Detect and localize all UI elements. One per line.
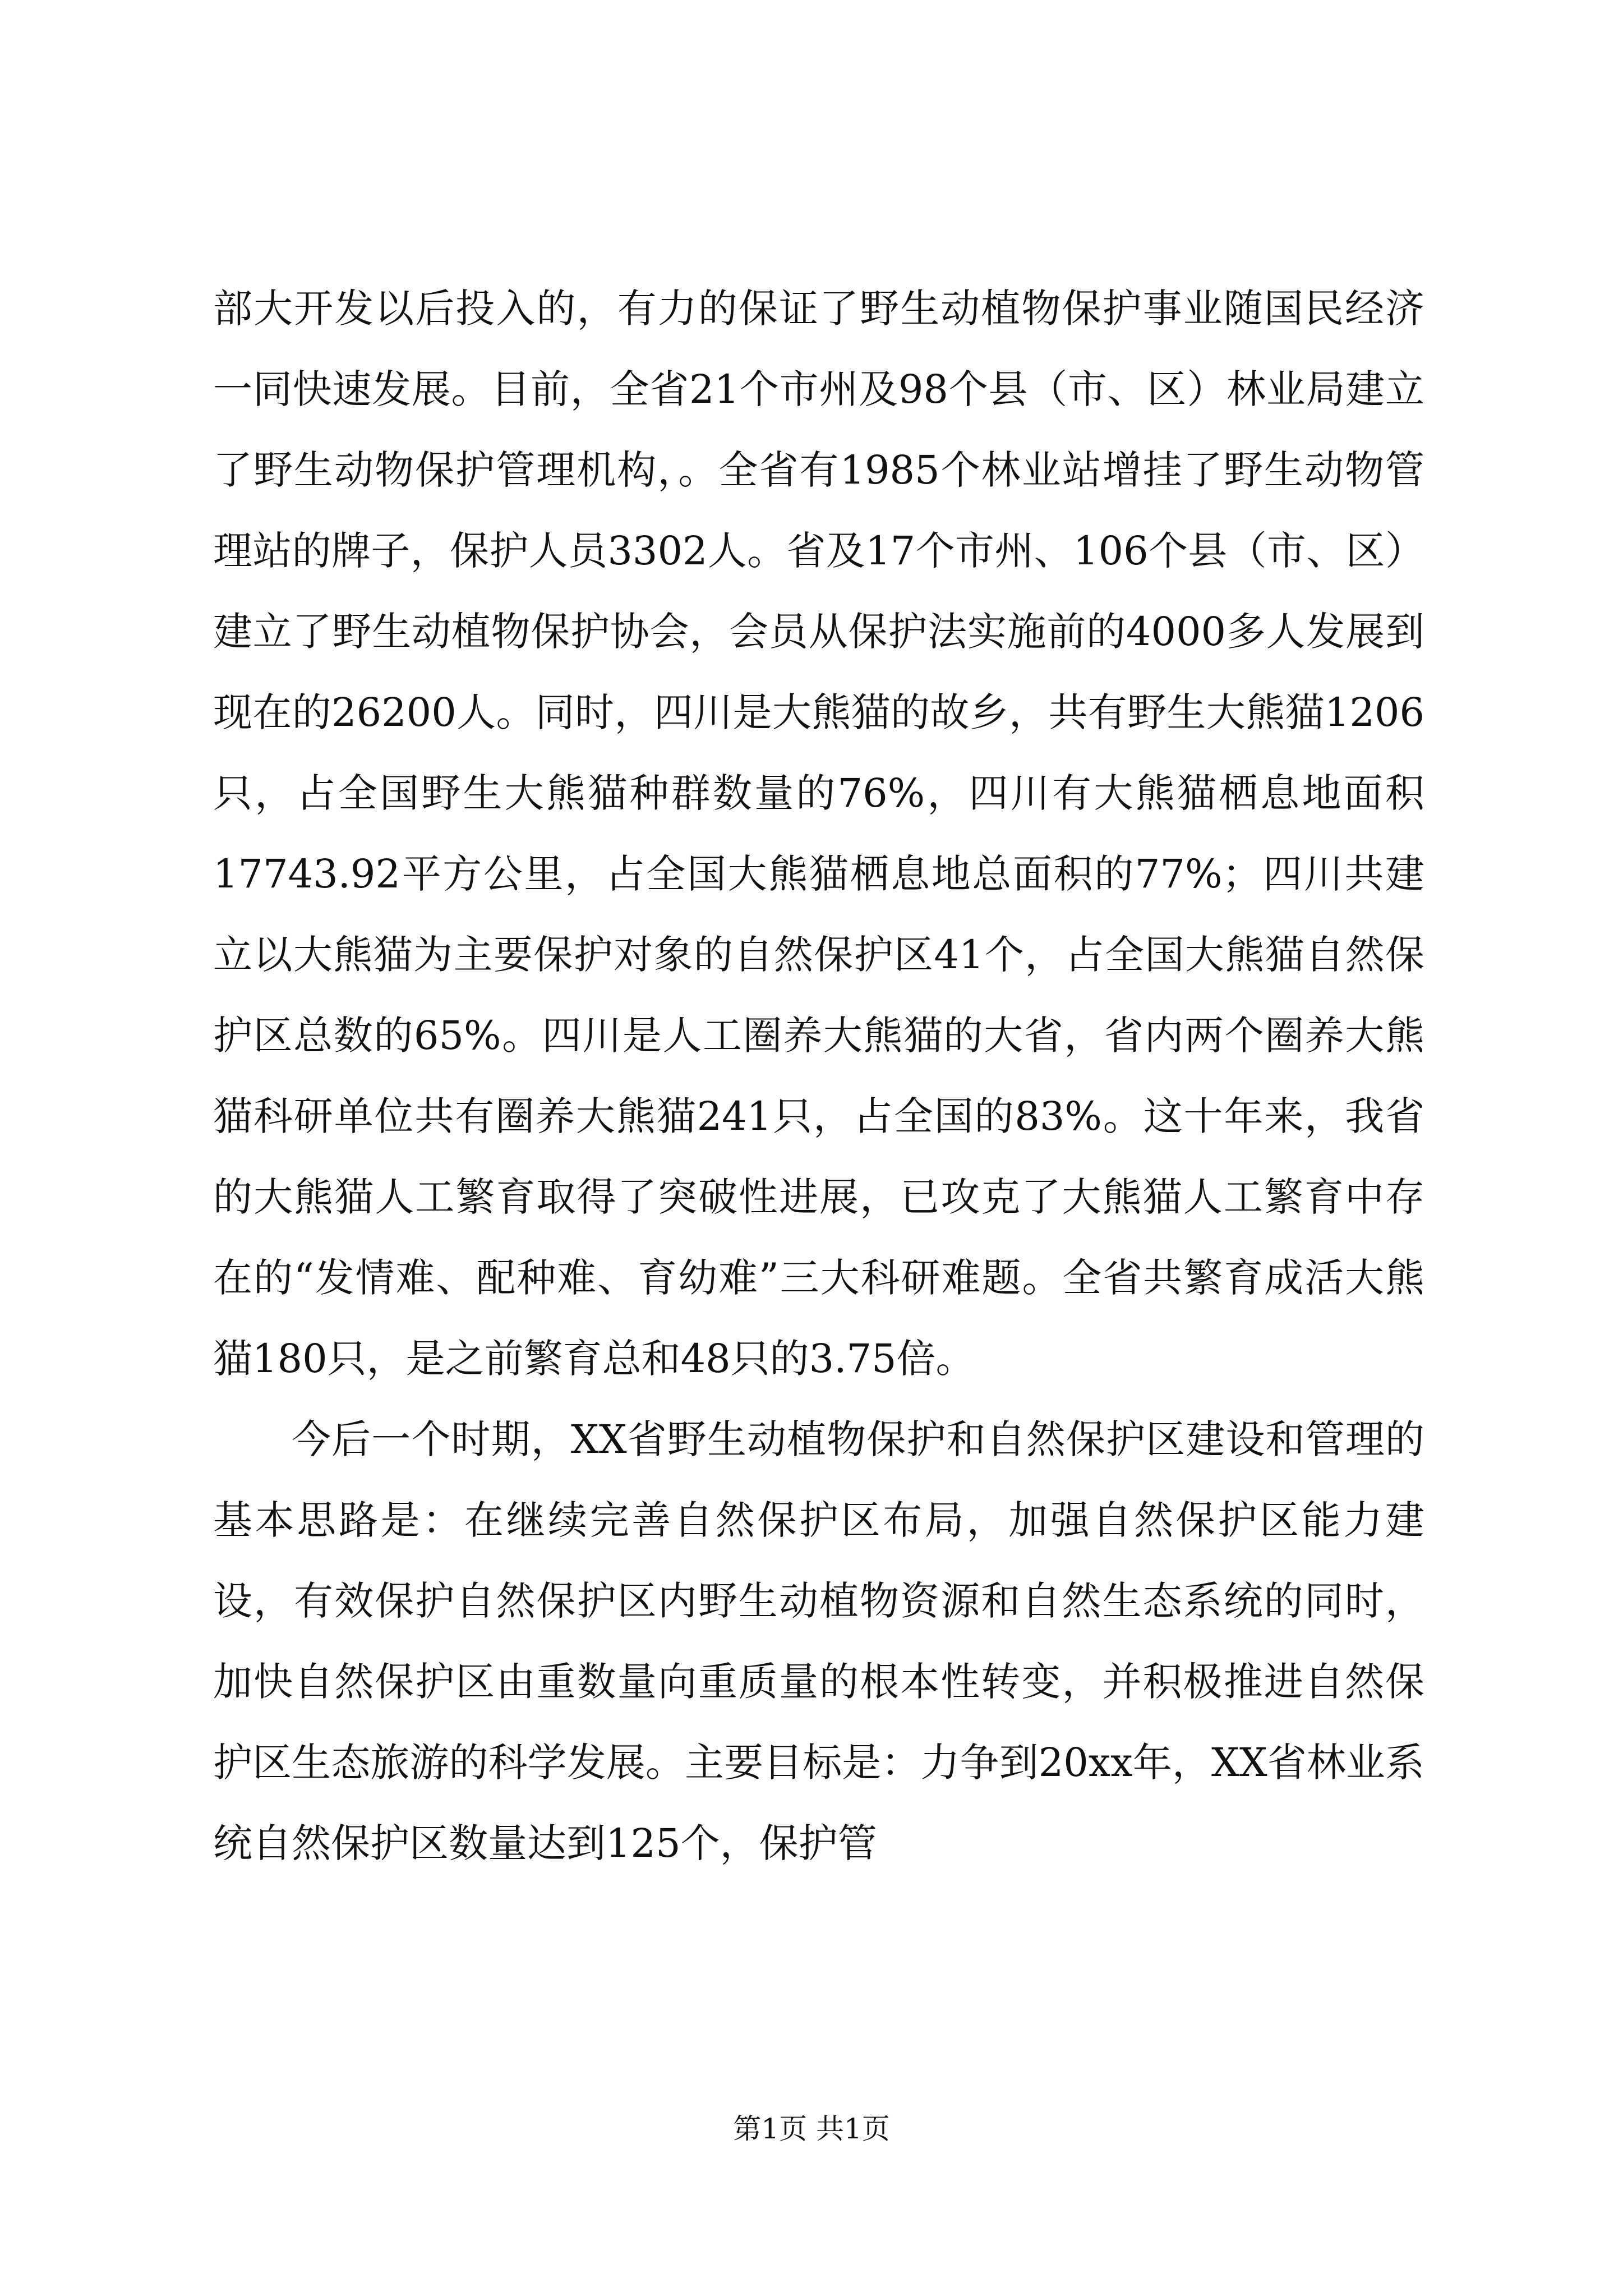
paragraph-1: 部大开发以后投入的，有力的保证了野生动植物保护事业随国民经济一同快速发展。目前，全省21个市州及98个县（市、区）林业局建立了野生动物保护管理机构，。全省有1985个林业站增挂了野生动物管理站的牌子，保护人员3302人。省及17个市州、106个县（市、区）建立了野生动植物保护协会，会员从保护法实施前的4000多人发展到现在的26200人。同时，四川是大熊猫的故乡，共有野生大熊猫1206只，占全国野生大熊猫种群数量的76%，四川有大熊猫栖息地面积17743.92平方公里，占全国大熊猫栖息地总面积的77%；四川共建立以大熊猫为主要保护对象的自然保护区41个，占全国大熊猫自然保护区总数的65%。四川是人工圈养大熊猫的大省，省内两个圈养大熊猫科研单位共有圈养大熊猫241只，占全国的83%。这十年来，我省的大熊猫人工繁育取得了突破性进展，已攻克了大熊猫人工繁育中存在的“发情难、配种难、育幼难”三大科研难题。全省共繁育成活大熊猫180只，是之前繁育总和48只的3.75倍。: [213, 286, 1424, 1382]
document-body: [213, 268, 1424, 1884]
paragraph-2: 今后一个时期，XX省野生动植物保护和自然保护区建设和管理的基本思路是：在继续完善自然保护区布局，加强自然保护区能力建设，有效保护自然保护区内野生动植物资源和自然生态系统的同时，加快自然保护区由重数量向重质量的根本性转变，并积极推进自然保护区生态旅游的科学发展。主要目标是：力争到20xx年，XX省林业系统自然保护区数量达到125个，保护管: [213, 1416, 1424, 1866]
page-footer: 第1页 共1页: [733, 2113, 890, 2145]
